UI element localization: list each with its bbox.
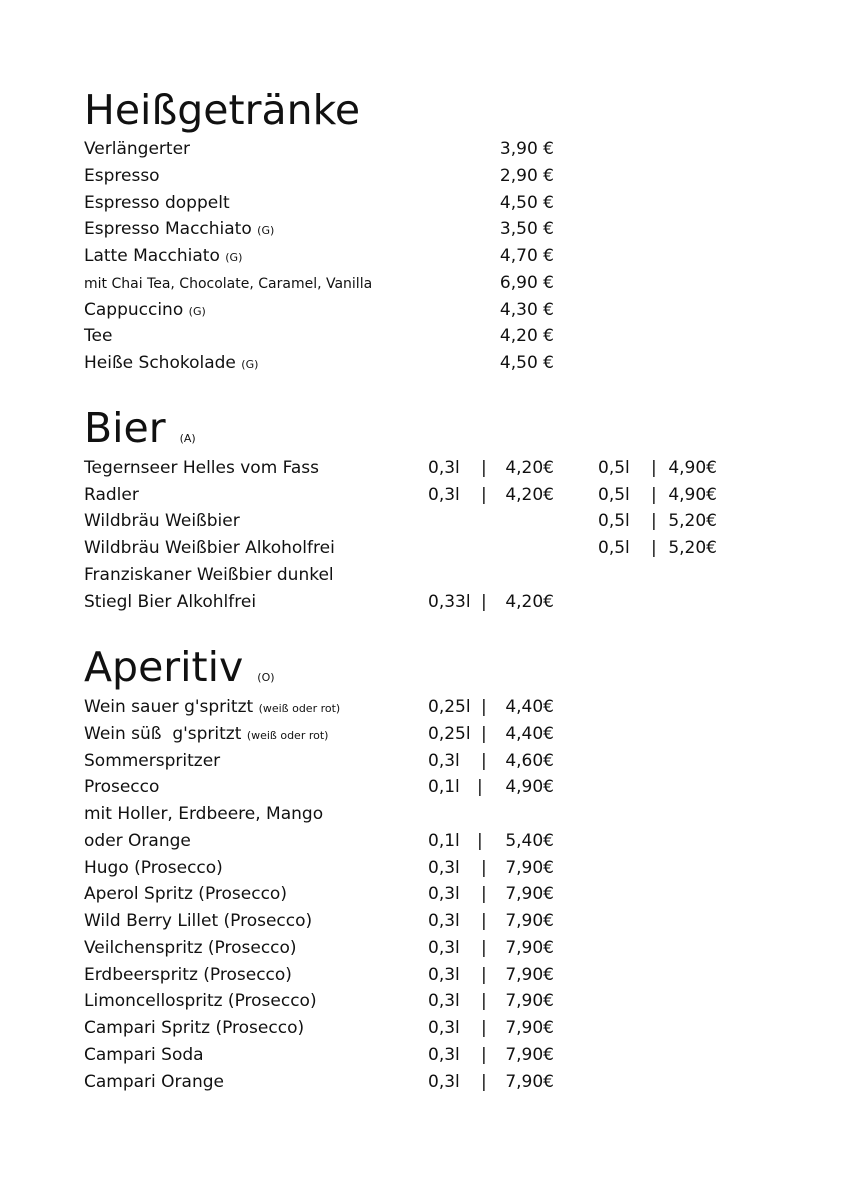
volume: 0,33l (428, 592, 471, 612)
menu-item-price: 7,90€ (505, 938, 554, 958)
menu-item-price-large: 5,20€ (668, 538, 717, 558)
menu-item-name: Wein süß g'spritzt (weiß oder rot) (84, 724, 329, 744)
menu-item-price: 7,90€ (505, 991, 554, 1011)
menu-item-name: Wildbräu Weißbier Alkoholfrei (84, 538, 335, 558)
menu-item-price: 2,90 € (499, 166, 554, 186)
volume: 0,3l (428, 991, 460, 1011)
menu-item-name: Erdbeerspritz (Prosecco) (84, 965, 292, 985)
separator: | (481, 1018, 487, 1038)
menu-item-name: Sommerspritzer (84, 751, 221, 771)
separator: | (481, 991, 487, 1011)
separator: | (481, 485, 487, 505)
menu-item-price: 4,50 € (499, 193, 554, 213)
menu-item-name: Wein sauer g'spritzt (weiß oder rot) (84, 697, 341, 717)
allergen-note: (G) (257, 224, 275, 237)
menu-item-name: Tegernseer Helles vom Fass (84, 458, 320, 478)
volume: 0,3l (428, 965, 460, 985)
volume: 0,3l (428, 911, 460, 931)
volume-large: 0,5l (598, 485, 630, 505)
allergen-note: (O) (257, 671, 275, 684)
section-title-hot-drinks: Heißgetränke (84, 86, 361, 134)
allergen-note: (G) (225, 251, 243, 264)
separator: | (477, 777, 483, 797)
menu-item-price: 4,20€ (505, 458, 554, 478)
volume: 0,3l (428, 1045, 460, 1065)
section-title-beer: Bier (A) (84, 404, 196, 452)
menu-item-price: 7,90€ (505, 1072, 554, 1092)
menu-item-price: 4,60€ (505, 751, 554, 771)
allergen-note: (G) (241, 358, 259, 371)
volume: 0,3l (428, 1018, 460, 1038)
menu-item-price: 4,20€ (505, 592, 554, 612)
separator: | (481, 965, 487, 985)
section-title-aperitif: Aperitiv (O) (84, 643, 275, 691)
volume: 0,3l (428, 938, 460, 958)
menu-item-price: 7,90€ (505, 858, 554, 878)
menu-item-price: 4,30 € (499, 300, 554, 320)
menu-item-name: Campari Soda (84, 1045, 204, 1065)
separator: | (651, 538, 657, 558)
volume-large: 0,5l (598, 538, 630, 558)
menu-item-price: 4,20€ (505, 485, 554, 505)
menu-item-name: Tee (84, 326, 113, 346)
menu-item-price: 4,50 € (499, 353, 554, 373)
menu-item-price: 5,40€ (505, 831, 554, 851)
volume: 0,3l (428, 485, 460, 505)
menu-item-name: mit Holler, Erdbeere, Mango (84, 804, 324, 824)
volume: 0,3l (428, 751, 460, 771)
menu-item-name: oder Orange (84, 831, 191, 851)
separator: | (651, 511, 657, 531)
allergen-note: (G) (188, 305, 206, 318)
separator: | (481, 858, 487, 878)
menu-item-name: Espresso Macchiato (G) (84, 219, 275, 239)
menu-item-name: Limoncellospritz (Prosecco) (84, 991, 317, 1011)
separator: | (481, 724, 487, 744)
menu-item-price: 4,90€ (505, 777, 554, 797)
menu-item-name: Hugo (Prosecco) (84, 858, 223, 878)
menu-item-name: mit Chai Tea, Chocolate, Caramel, Vanilla (84, 276, 373, 292)
menu-item-price: 3,50 € (499, 219, 554, 239)
separator: | (481, 458, 487, 478)
separator: | (651, 485, 657, 505)
separator: | (651, 458, 657, 478)
menu-item-name: Radler (84, 485, 139, 505)
volume: 0,1l (428, 831, 460, 851)
menu-item-name: Campari Spritz (Prosecco) (84, 1018, 305, 1038)
separator: | (481, 1072, 487, 1092)
volume-large: 0,5l (598, 511, 630, 531)
volume-large: 0,5l (598, 458, 630, 478)
menu-item-name: Franziskaner Weißbier dunkel (84, 565, 334, 585)
menu-item-price-large: 4,90€ (668, 485, 717, 505)
menu-item-price: 4,70 € (499, 246, 554, 266)
menu-item-price: 7,90€ (505, 1045, 554, 1065)
menu-item-name: Stiegl Bier Alkohlfrei (84, 592, 257, 612)
volume: 0,3l (428, 458, 460, 478)
menu-item-price-large: 5,20€ (668, 511, 717, 531)
menu-item-price: 7,90€ (505, 911, 554, 931)
volume: 0,3l (428, 884, 460, 904)
menu-item-price: 4,40€ (505, 697, 554, 717)
separator: | (477, 831, 483, 851)
menu-item-name: Espresso doppelt (84, 193, 230, 213)
separator: | (481, 884, 487, 904)
separator: | (481, 592, 487, 612)
separator: | (481, 938, 487, 958)
separator: | (481, 697, 487, 717)
menu-item-price: 6,90 € (499, 273, 554, 293)
menu-item-price-large: 4,90€ (668, 458, 717, 478)
menu-item-name: Latte Macchiato (G) (84, 246, 243, 266)
volume: 0,3l (428, 858, 460, 878)
menu-item-price: 4,40€ (505, 724, 554, 744)
menu-item-name: Heiße Schokolade (G) (84, 353, 259, 373)
menu-item-name: Veilchenspritz (Prosecco) (84, 938, 297, 958)
menu-item-name: Wild Berry Lillet (Prosecco) (84, 911, 313, 931)
menu-item-name: Espresso (84, 166, 160, 186)
menu-item-name: Verlängerter (84, 139, 191, 159)
volume: 0,25l (428, 724, 471, 744)
separator: | (481, 751, 487, 771)
separator: | (481, 1045, 487, 1065)
volume: 0,1l (428, 777, 460, 797)
menu-item-price: 7,90€ (505, 965, 554, 985)
menu-item-price: 7,90€ (505, 1018, 554, 1038)
separator: | (481, 911, 487, 931)
menu-item-name: Aperol Spritz (Prosecco) (84, 884, 287, 904)
menu-item-price: 4,20 € (499, 326, 554, 346)
volume: 0,3l (428, 1072, 460, 1092)
menu-item-price: 7,90€ (505, 884, 554, 904)
menu-item-name: Wildbräu Weißbier (84, 511, 240, 531)
item-note: (weiß oder rot) (246, 729, 329, 742)
item-note: (weiß oder rot) (258, 702, 341, 715)
volume: 0,25l (428, 697, 471, 717)
menu-item-name: Campari Orange (84, 1072, 224, 1092)
allergen-note: (A) (179, 432, 196, 445)
menu-item-name: Cappuccino (G) (84, 300, 206, 320)
menu-item-name: Prosecco (84, 777, 160, 797)
menu-item-price: 3,90 € (499, 139, 554, 159)
